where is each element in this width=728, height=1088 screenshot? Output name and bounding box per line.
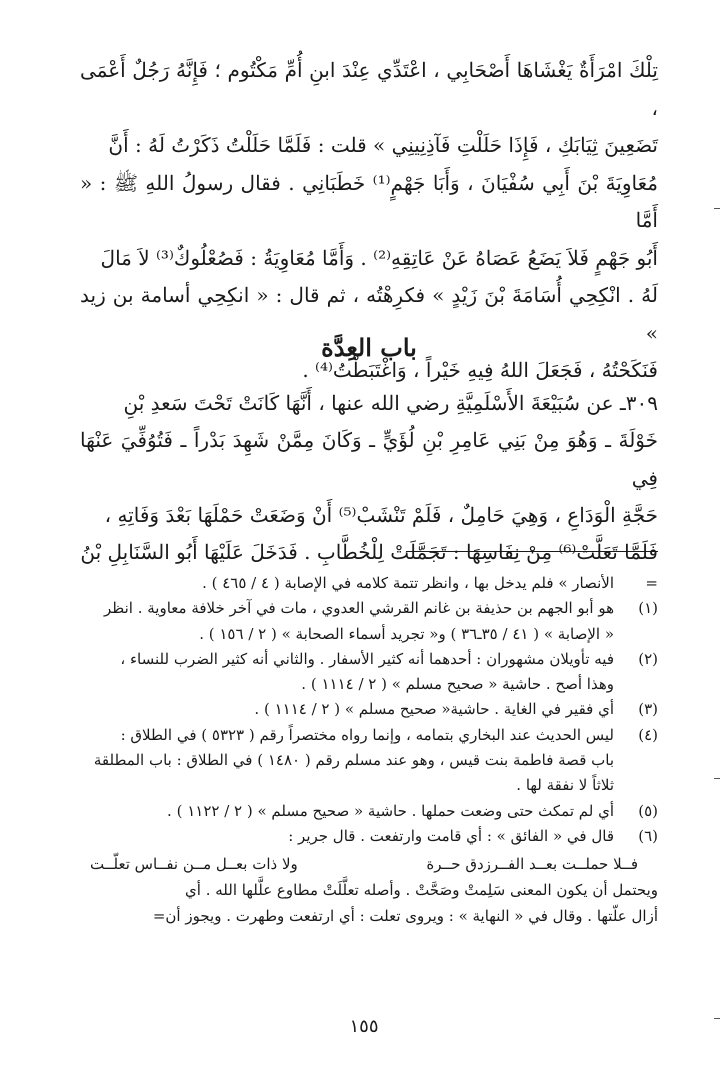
footnote-text bbox=[80, 723, 614, 799]
footnote-3 bbox=[80, 697, 658, 722]
footnote-text bbox=[80, 799, 614, 824]
footnote-number: (٦) bbox=[638, 826, 658, 845]
footnote-continuation bbox=[80, 571, 658, 596]
footnote-line: ثلاثاً لا نفقة لها . bbox=[516, 776, 614, 795]
margin-mark bbox=[714, 208, 720, 209]
footnote-line: أزال علّتها . وقال في « النهاية » : ويروى تعلت : أي ارتفعت وطهرت . ويجوز أن= bbox=[152, 907, 658, 926]
footnote-4 bbox=[80, 723, 658, 799]
footnote-5 bbox=[80, 799, 658, 824]
footnote-text bbox=[80, 571, 614, 596]
footnote-line: باب قصة فاطمة بنت قيس ، وهو عند مسلم رقم ( ١٤٨٠ ) في الطلاق : باب المطلقة bbox=[93, 751, 614, 770]
text-line: حَجَّةِ الْوَدَاعِ ، وَهِيَ حَامِلٌ ، فَلَمْ تَنْشَبْ⁽⁵⁾ أَنْ وَضَعَتْ حَمْلَهَا بَعْدَ وَفَاتِهِ ، bbox=[104, 502, 658, 527]
text-line: مُعَاوِيَةَ بْنَ أَبِي سُفْيَانَ ، وَأَبَا جَهْمٍ⁽¹⁾ خَطَبَانِي . فقال رسولُ اللهِ ﷺ : « أَمَّا bbox=[80, 170, 658, 232]
page-number: ١٥٥ bbox=[349, 1016, 379, 1037]
footnote-line: فيه تأويلان مشهوران : أحدهما أنه كثير الأسفار . والثاني أنه كثير الضرب للنساء ، bbox=[120, 649, 614, 668]
footnote-number: (٥) bbox=[638, 801, 658, 820]
footnote-separator bbox=[406, 551, 658, 552]
text-line: فَلَمَّا تَعَلَّتْ⁽⁶⁾ مِنْ نِفَاسِهَا : تَجَمَّلَتْ لِلْخُطَّابِ . فَدَخَلَ عَلَيْهَا أَبُو السَّنَابِلِ بْنُ bbox=[80, 540, 658, 565]
footnote-number: (٢) bbox=[638, 649, 658, 668]
footnote-6 bbox=[80, 824, 658, 849]
footnote-line: هو أبو الجهم بن حذيفة بن غانم القرشي العدوي ، مات في آخر خلافة معاوية . انظر bbox=[104, 599, 614, 618]
footnote-continuation-text bbox=[80, 877, 658, 929]
text-line: أَبُو جَهْمٍ فَلاَ يَضَعُ عَصَاهُ عَنْ عَاتِقِهِ⁽²⁾ . وَأَمَّا مُعَاوِيَةُ : فَصُعْلُوكٌ⁽³⁾ لاَ مَالَ bbox=[100, 245, 658, 270]
footnote-line: « الإصابة » ( ٤١ / ٣٥ـ٣٦ ) و« تجريد أسماء الصحابة » ( ٢ / ١٥٦ ) . bbox=[199, 624, 614, 643]
footnote-number: (٣) bbox=[638, 700, 658, 719]
footnote-text bbox=[80, 697, 614, 722]
footnote-line: ويحتمل أن يكون المعنى سَلِمتْ وصَحَّتْ . وأصله تعلَّلَتْ مطاوع علَّلها الله . أي bbox=[185, 881, 658, 900]
footnote-line: الأنصار » فلم يدخل بها ، وانظر تتمة كلامه في الإصابة ( ٤ / ٤٦٥ ) . bbox=[202, 574, 614, 592]
footnote-line: ليس الحديث عند البخاري بتمامه ، وإنما رواه مختصراً رقم ( ٥٣٢٣ ) في الطلاق : bbox=[120, 725, 614, 744]
text-line: فَنَكَحْتُهُ ، فَجَعَلَ اللهُ فِيهِ خَيْراً ، وَاغْتَبَطْتُ⁽⁴⁾ . bbox=[302, 358, 658, 382]
footnote-marker: = bbox=[645, 574, 658, 592]
footnote-text bbox=[80, 824, 614, 849]
verse-first-hemistich: فــلا حملــت بعــد الفــرزدق حــرة bbox=[426, 855, 638, 874]
footnote-number: (١) bbox=[638, 599, 658, 618]
footnotes bbox=[80, 571, 658, 929]
text-line: خَوْلَةَ ـ وَهُوَ مِنْ بَنِي عَامِرِ بْنِ لُؤَيٍّ ـ وَكَانَ مِمَّنْ شَهِدَ بَدْراً ـ فَتُوُفِّيَ عَنْهَا فِي bbox=[80, 428, 658, 490]
margin-mark bbox=[714, 778, 720, 779]
footnote-line: وهذا أصح . حاشية « صحيح مسلم » ( ٢ / ١١١٤ ) . bbox=[301, 675, 614, 694]
footnote-number: (٤) bbox=[638, 725, 658, 744]
text-line: تَضَعِينَ ثِيَابَكِ ، فَإِذَا حَلَلْتِ فَآذِنِينِي » قلت : فَلَمَّا حَلَلْتُ ذَكَرْتُ لَهُ : أَنَّ bbox=[108, 133, 658, 157]
footnote-2 bbox=[80, 647, 658, 698]
text-line: لَهُ . انْكِحِي أُسَامَةَ بْنَ زَيْدٍ » فكرِهْتُه ، ثم قال : « انكِحِي أسامة بن زيد » bbox=[80, 283, 658, 345]
text-line: ٣٠٩ـ عن سُبَيْعَةَ الأَسْلَمِيَّةِ رضي الله عنها ، أَنَّهَا كَانَتْ تَحْتَ سَعدِ بْنِ bbox=[123, 391, 658, 415]
footnote-text bbox=[80, 596, 614, 647]
footnote-line: أي لم تمكث حتى وضعت حملها . حاشية « صحيح مسلم » ( ٢ / ١١٢٢ ) . bbox=[167, 801, 614, 820]
section-heading: باب العِدَّة bbox=[321, 333, 417, 362]
verse-second-hemistich: ولا ذات بعــل مــن نفــاس تعلّــت bbox=[90, 855, 298, 874]
poetry-verse bbox=[80, 849, 658, 877]
footnote-1 bbox=[80, 596, 658, 647]
footnote-text bbox=[80, 647, 614, 698]
margin-mark bbox=[714, 1018, 720, 1019]
footnote-line: أي فقير في الغاية . حاشية« صحيح مسلم » ( ٢ / ١١١٤ ) . bbox=[254, 700, 614, 719]
text-line: تِلْكَ امْرَأَةٌ يَغْشَاهَا أَصْحَابِي ، اعْتَدِّي عِنْدَ ابنِ أُمِّ مَكْتُوم ؛ فَإِنَّهُ رَجُلٌ أَعْمَى ، bbox=[80, 58, 658, 120]
hadith-paragraph bbox=[80, 385, 658, 571]
footnote-line: قال في « الفائق » : أي قامت وارتفعت . قال جرير : bbox=[288, 826, 614, 845]
